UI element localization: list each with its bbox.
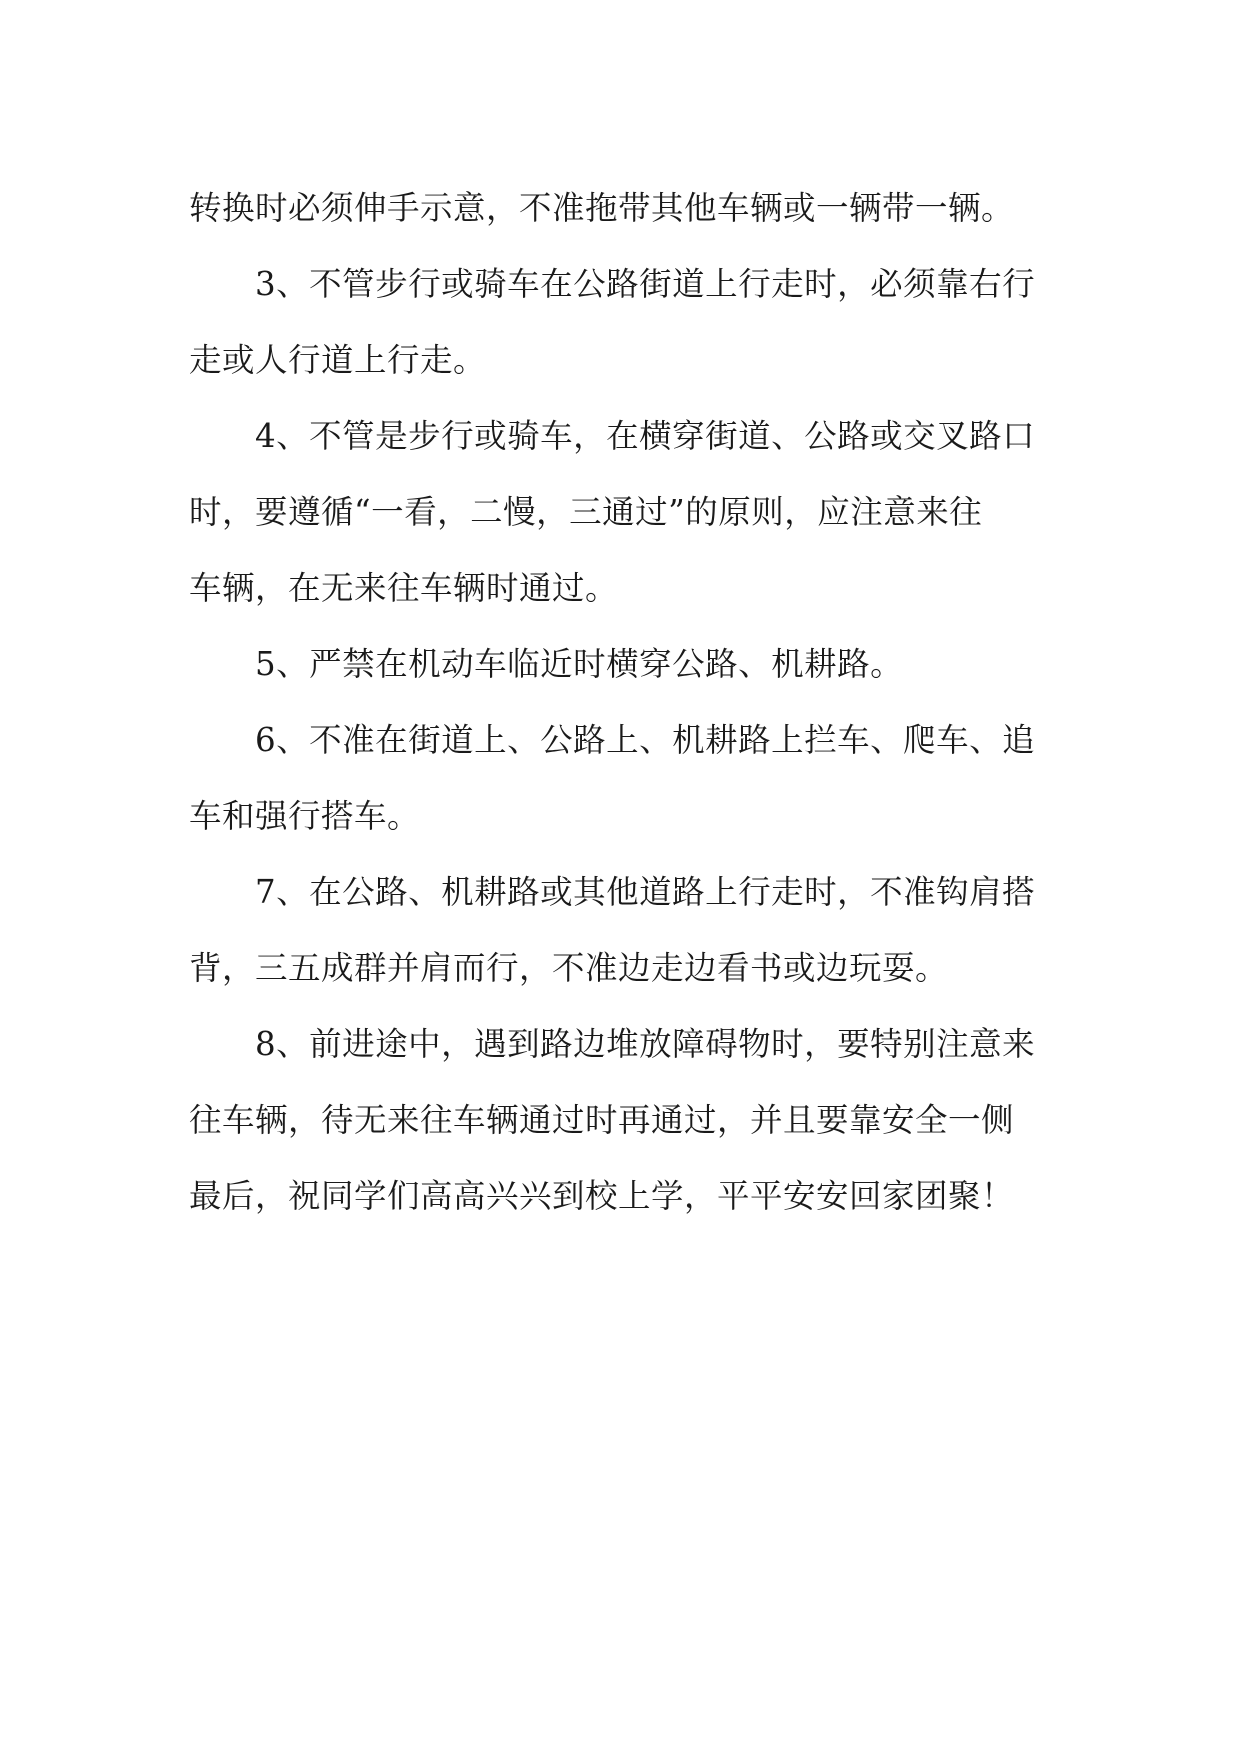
text-line: 车辆，在无来往车辆时通过。: [189, 569, 619, 607]
text-line: 时，要遵循“一看，二慢，三通过”的原则，应注意来往: [189, 493, 983, 531]
document-body: [189, 170, 1055, 1234]
text-line: 8、前进途中，遇到路边堆放障碍物时，要特别注意来: [255, 1025, 1036, 1063]
text-line: 5、严禁在机动车临近时横穿公路、机耕路。: [255, 645, 904, 683]
text-line: 3、不管步行或骑车在公路街道上行走时，必须靠右行: [255, 265, 1036, 303]
text-line: 转换时必须伸手示意，不准拖带其他车辆或一辆带一辆。: [189, 189, 1015, 227]
text-line: 6、不准在街道上、公路上、机耕路上拦车、爬车、追: [255, 721, 1036, 759]
text-line: 背，三五成群并肩而行，不准边走边看书或边玩耍。: [189, 949, 949, 987]
text-line: 最后，祝同学们高高兴兴到校上学，平平安安回家团聚！: [189, 1177, 1015, 1215]
text-line: 4、不管是步行或骑车，在横穿街道、公路或交叉路口: [255, 417, 1036, 455]
text-line: 走或人行道上行走。: [189, 341, 487, 379]
text-line: 车和强行搭车。: [189, 797, 421, 835]
text-line: 7、在公路、机耕路或其他道路上行走时，不准钩肩搭: [255, 873, 1036, 911]
text-line: 往车辆，待无来往车辆通过时再通过，并且要靠安全一侧: [189, 1101, 1015, 1139]
